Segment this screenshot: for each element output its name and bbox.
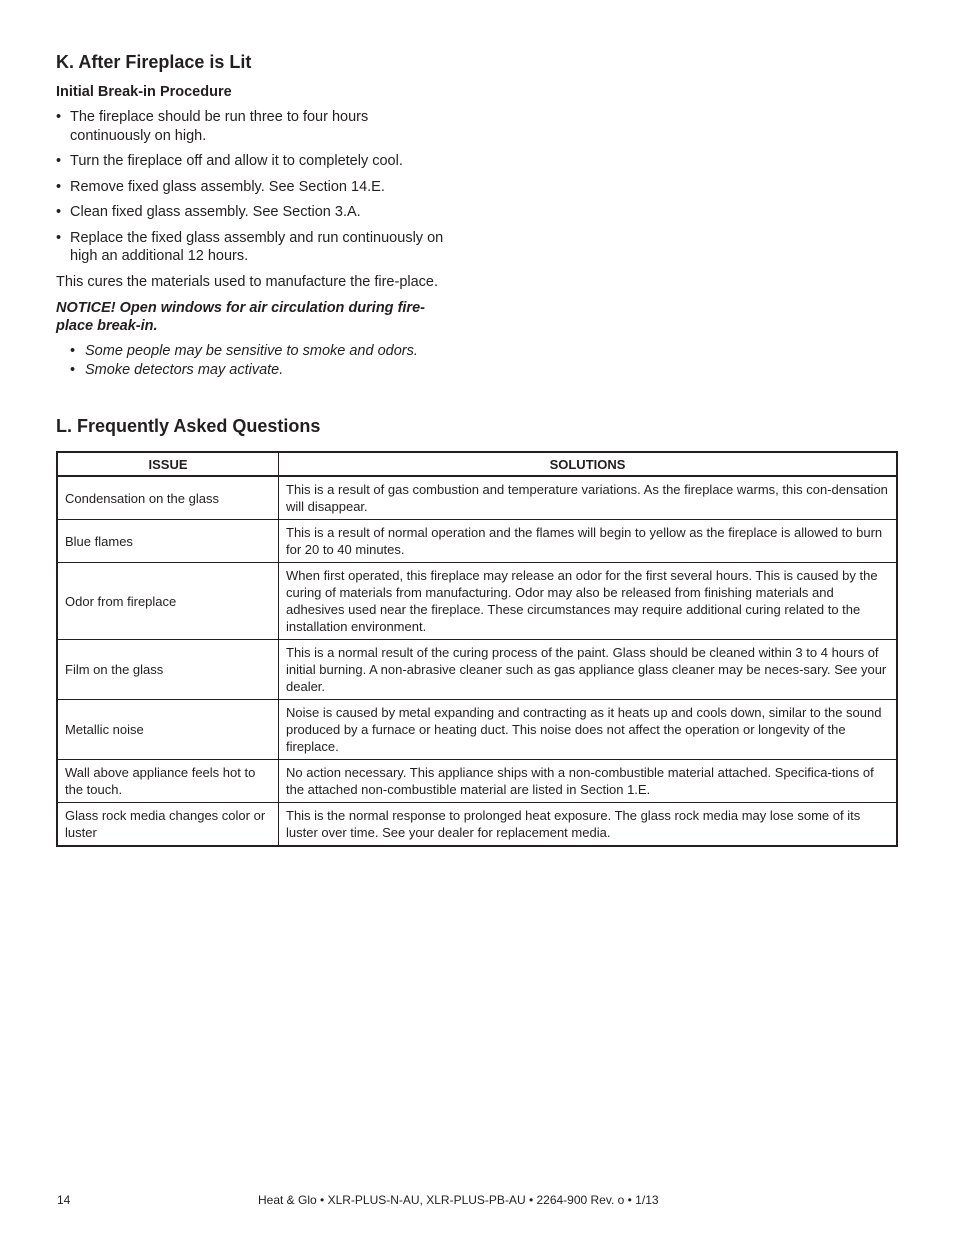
list-item: • Turn the fireplace off and allow it to completely cool. <box>56 152 450 171</box>
table-header-row <box>57 452 897 476</box>
issue-cell: Wall above appliance feels hot to the touch. <box>57 760 279 803</box>
issue-column-header: ISSUE <box>57 452 279 476</box>
break-in-steps <box>56 108 450 266</box>
list-item: • Some people may be sensitive to smoke and odors. <box>70 342 450 361</box>
issue-cell: Glass rock media changes color or luster <box>57 803 279 847</box>
section-k-heading: K. After Fireplace is Lit <box>56 52 252 72</box>
issue-cell: Film on the glass <box>57 640 279 700</box>
notice-text: NOTICE! Open windows for air circulation during fire-place break-in. <box>56 299 425 334</box>
issue-cell: Metallic noise <box>57 700 279 760</box>
table-row <box>57 563 897 640</box>
section-k <box>56 50 450 380</box>
list-item: • Replace the fixed glass assembly and run continuously on high an additional 12 hours. <box>56 229 450 266</box>
notice-list <box>70 342 450 380</box>
table-row <box>57 760 897 803</box>
list-item: • Smoke detectors may activate. <box>70 361 450 380</box>
solution-cell: This is a result of normal operation and the flames will begin to yellow as the fireplace is allowed to burn for 20 to 40 minutes. <box>279 520 898 563</box>
page-number: 14 <box>57 1193 71 1207</box>
solution-cell: Noise is caused by metal expanding and contracting as it heats up and cools down, similar to the sound produced by a furnace or heating duct. This noise does not affect the operation or longevity of the fireplace. <box>279 700 898 760</box>
issue-cell: Odor from fireplace <box>57 563 279 640</box>
list-item: • Clean fixed glass assembly. See Section 3.A. <box>56 203 450 222</box>
solution-cell: This is the normal response to prolonged heat exposure. The glass rock media may lose some of its luster over time. See your dealer for replacement media. <box>279 803 898 847</box>
table-row <box>57 520 897 563</box>
solution-cell: No action necessary. This appliance ships with a non-combustible material attached. Specifica-tions of the attached non-combustible material are listed in Section 1.E. <box>279 760 898 803</box>
solution-cell: This is a normal result of the curing process of the paint. Glass should be cleaned within 3 to 4 hours of initial burning. A non-abrasive cleaner such as gas appliance glass cleaner may be neces-sary. See your dealer. <box>279 640 898 700</box>
solution-cell: When first operated, this fireplace may release an odor for the first several hours. This is caused by the curing of materials from manufacturing. Odor may also be released from finishing materials and adhesives used near the fireplace. These circumstances may require additional curing related to the installation environment. <box>279 563 898 640</box>
issue-cell: Condensation on the glass <box>57 476 279 520</box>
section-l-heading: L. Frequently Asked Questions <box>56 416 321 436</box>
break-in-subheading: Initial Break-in Procedure <box>56 84 232 100</box>
list-item: • The fireplace should be run three to four hours continuously on high. <box>56 108 450 145</box>
cure-paragraph: This cures the materials used to manufacture the fire-place. <box>56 273 439 290</box>
table-row <box>57 640 897 700</box>
solutions-column-header: SOLUTIONS <box>279 452 898 476</box>
faq-table <box>56 451 898 847</box>
table-row <box>57 476 897 520</box>
table-row <box>57 700 897 760</box>
issue-cell: Blue flames <box>57 520 279 563</box>
list-item: • Remove fixed glass assembly. See Section 14.E. <box>56 178 450 197</box>
solution-cell: This is a result of gas combustion and temperature variations. As the fireplace warms, this con-densation will disappear. <box>279 476 898 520</box>
table-row <box>57 803 897 847</box>
document-info: Heat & Glo • XLR-PLUS-N-AU, XLR-PLUS-PB-AU • 2264-900 Rev. o • 1/13 <box>258 1193 659 1207</box>
